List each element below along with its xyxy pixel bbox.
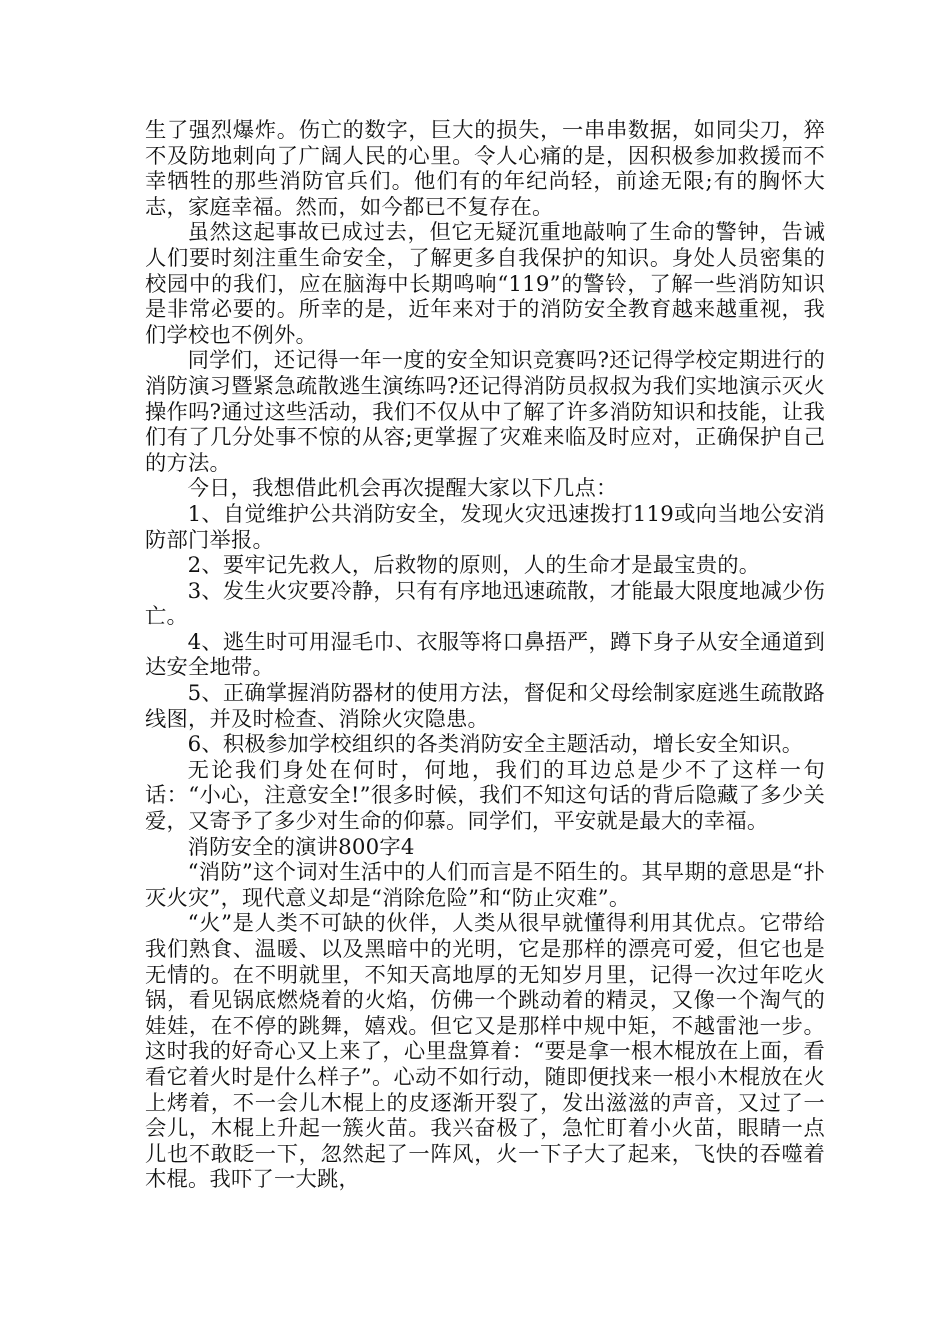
paragraph: “火”是人类不可缺的伙伴，人类从很早就懂得利用其优点。它带给我们熟食、温暖、以及黑暗中的光明，它是那样的漂亮可爱，但它也是无情的。在不明就里，不知天高地厚的无知岁月里，记得一次过年吃火锅，看见锅底燃烧着的火焰，仿佛一个跳动着的精灵，又像一个淘气的娃娃，在不停的跳舞，嬉戏。但它又是那样中规中矩，不越雷池一步。这时我的好奇心又上来了，心里盘算着：“要是拿一根木棍放在上面，看看它着火时是什么样子”。心动不如行动，随即便找来一根小木棍放在火上烤着，不一会儿木棍上的皮逐渐开裂了，发出滋滋的声音，又过了一会儿，木棍上升起一簇火苗。我兴奋极了，急忙盯着小火苗，眼睛一点儿也不敢眨一下，忽然起了一阵风，火一下子大了起来，飞快的吞噬着木棍。我吓了一大跳， [145,911,825,1193]
list-item: 4、逃生时可用湿毛巾、衣服等将口鼻捂严，蹲下身子从安全通道到达安全地带。 [145,629,825,681]
paragraph: 同学们，还记得一年一度的安全知识竞赛吗?还记得学校定期进行的消防演习暨紧急疏散逃生演练吗?还记得消防员叔叔为我们实地演示灭火操作吗?通过这些活动，我们不仅从中了解了许多消防知识和技能，让我们有了几分处事不惊的从容;更掌握了灾难来临及时应对，正确保护自己的方法。 [145,348,825,476]
paragraph: 虽然这起事故已成过去，但它无疑沉重地敲响了生命的警钟，告诫人们要时刻注重生命安全，了解更多自我保护的知识。身处人员密集的校园中的我们，应在脑海中长期鸣响“119”的警铃，了解一些消防知识是非常必要的。所幸的是，近年来对于的消防安全教育越来越重视，我们学校也不例外。 [145,220,825,348]
paragraph: “消防”这个词对生活中的人们而言是不陌生的。其早期的意思是“扑灭火灾”，现代意义却是“消除危险”和“防止灾难”。 [145,860,825,911]
list-item: 3、发生火灾要冷静，只有有序地迅速疏散，才能最大限度地减少伤亡。 [145,578,825,630]
paragraph: 无论我们身处在何时，何地，我们的耳边总是少不了这样一句话：“小心，注意安全!”很多时候，我们不知这句话的背后隐藏了多少关爱，又寄予了多少对生命的仰慕。同学们，平安就是最大的幸福。 [145,757,825,835]
list-item: 6、积极参加学校组织的各类消防安全主题活动，增长安全知识。 [187,732,804,758]
list-item: 1、自觉维护公共消防安全，发现火灾迅速拨打119或向当地公安消防部门举报。 [145,501,825,553]
list-item: 5、正确掌握消防器材的使用方法，督促和父母绘制家庭逃生疏散路线图，并及时检查、消除火灾隐患。 [145,681,825,732]
section-heading: 消防安全的演讲800字4 [187,834,415,860]
paragraph: 今日，我想借此机会再次提醒大家以下几点： [187,476,618,502]
paragraph: 生了强烈爆炸。伤亡的数字，巨大的损失，一串串数据，如同尖刀，猝不及防地刺向了广阔人民的心里。令人心痛的是，因积极参加救援而不幸牺牲的那些消防官兵们。他们有的年纪尚轻，前途无限;有的胸怀大志，家庭幸福。然而，如今都已不复存在。 [145,118,825,220]
list-item: 2、要牢记先救人，后救物的原则，人的生命才是最宝贵的。 [187,553,761,579]
document-body [145,118,825,1193]
